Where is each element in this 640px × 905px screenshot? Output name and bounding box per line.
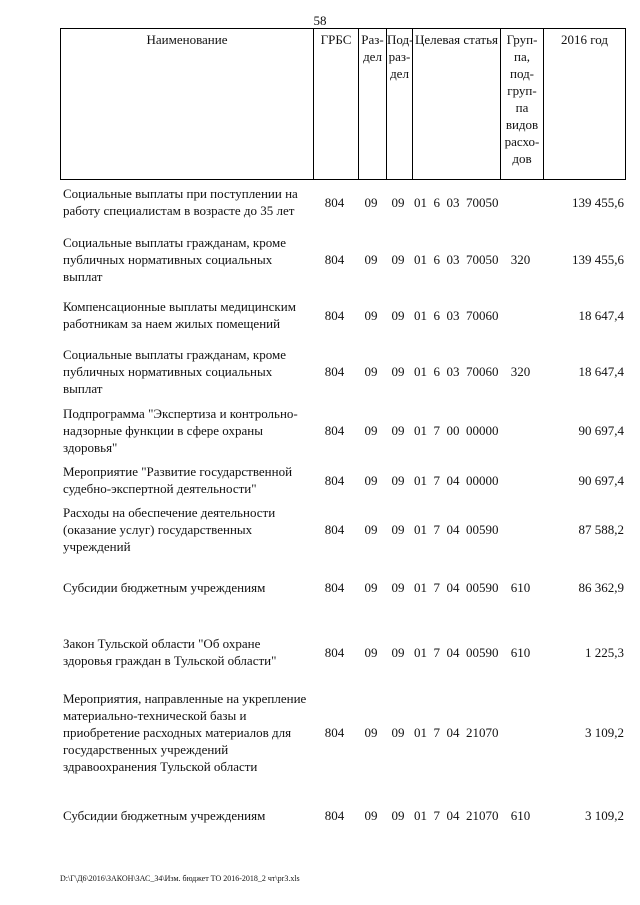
row-name: Закон Тульской области "Об охране здоровья граждан в Тульской области": [63, 636, 277, 668]
row-podrazdel: 09: [391, 725, 405, 740]
row-podrazdel: 09: [391, 644, 405, 660]
table-row: [60, 635, 626, 669]
row-razdel: 09: [364, 644, 378, 660]
row-grbs: 804: [324, 807, 345, 823]
row-sum: 90 697,4: [578, 423, 624, 438]
row-podrazdel: 09: [391, 423, 405, 438]
row-grbs: 804: [324, 644, 345, 660]
row-celevaya: 01 6 03 70060: [414, 364, 499, 379]
row-vid: 610: [510, 579, 531, 595]
row-vid: 610: [510, 644, 531, 660]
row-name: Субсидии бюджетным учреждениям: [63, 579, 266, 595]
row-sum: 139 455,6: [572, 252, 624, 267]
row-sum: 87 588,2: [578, 522, 624, 537]
row-razdel: 09: [364, 252, 378, 267]
row-celevaya: 01 7 04 21070: [414, 725, 499, 740]
page-number: 58: [313, 13, 327, 28]
file-path-footer: D:\Г\Д6\2016\ЗАКОН\ЗАС_34\Изм. бюджет ТО 2016-2018_2 чт\pr3.xls: [60, 874, 300, 883]
row-grbs: 804: [324, 423, 345, 438]
table-row: [60, 504, 626, 555]
header-podrazdel: Под- раз- дел: [386, 29, 412, 179]
row-vid: 320: [510, 252, 531, 267]
row-grbs: 804: [324, 307, 345, 323]
row-celevaya: 01 7 04 21070: [414, 807, 499, 823]
row-sum: 3 109,2: [585, 807, 624, 823]
row-podrazdel: 09: [391, 307, 405, 323]
row-sum: 18 647,4: [578, 364, 624, 379]
row-razdel: 09: [364, 423, 378, 438]
row-grbs: 804: [324, 522, 345, 537]
row-grbs: 804: [324, 472, 345, 488]
row-razdel: 09: [364, 194, 378, 210]
row-vid: 320: [510, 364, 531, 379]
row-podrazdel: 09: [391, 364, 405, 379]
row-celevaya: 01 7 04 00590: [414, 579, 499, 595]
row-razdel: 09: [364, 725, 378, 740]
row-razdel: 09: [364, 522, 378, 537]
header-razdel: Раз- дел: [358, 29, 386, 179]
row-podrazdel: 09: [391, 522, 405, 537]
row-name: Расходы на обеспечение деятельности (оказание услуг) государственных учреждений: [63, 505, 276, 554]
header-celevaya: Целевая статья: [412, 29, 500, 179]
row-sum: 1 225,3: [585, 644, 624, 660]
row-celevaya: 01 7 04 00590: [414, 644, 499, 660]
row-sum: 139 455,6: [572, 194, 624, 210]
table-row: [60, 234, 626, 285]
row-razdel: 09: [364, 807, 378, 823]
row-sum: 18 647,4: [578, 307, 624, 323]
table-row: [60, 463, 626, 497]
row-grbs: 804: [324, 252, 345, 267]
table-header: [60, 28, 626, 180]
table-row: [60, 806, 626, 824]
row-sum: 86 362,9: [578, 579, 624, 595]
table-row: [60, 346, 626, 397]
table-row: [60, 578, 626, 596]
row-celevaya: 01 7 00 00000: [414, 423, 499, 438]
row-celevaya: 01 6 03 70050: [414, 194, 499, 210]
row-razdel: 09: [364, 579, 378, 595]
header-year: 2016 год: [543, 29, 625, 179]
table-row: [60, 185, 626, 219]
row-razdel: 09: [364, 307, 378, 323]
row-name: Социальные выплаты при поступлении на работу специалистам в возрасте до 35 лет: [63, 186, 298, 218]
header-name: Наименование: [146, 32, 228, 47]
row-podrazdel: 09: [391, 472, 405, 488]
row-grbs: 804: [324, 725, 345, 740]
row-podrazdel: 09: [391, 807, 405, 823]
header-grbs: ГРБС: [313, 29, 358, 179]
row-razdel: 09: [364, 364, 378, 379]
row-grbs: 804: [324, 194, 345, 210]
row-grbs: 804: [324, 579, 345, 595]
table-row: [60, 690, 626, 775]
row-podrazdel: 09: [391, 194, 405, 210]
row-podrazdel: 09: [391, 579, 405, 595]
row-celevaya: 01 7 04 00590: [414, 522, 499, 537]
row-vid: 610: [510, 807, 531, 823]
row-celevaya: 01 7 04 00000: [414, 472, 499, 488]
row-name: Подпрограмма "Экспертиза и контрольно-надзорные функции в сфере охраны здоровья": [63, 406, 298, 455]
header-vid: Груп- па, под- груп- па видов расхо- дов: [500, 29, 543, 179]
row-name: Социальные выплаты гражданам, кроме публичных нормативных социальных выплат: [63, 235, 286, 284]
row-sum: 3 109,2: [585, 725, 624, 740]
row-name: Мероприятие "Развитие государственной судебно-экспертной деятельности": [63, 464, 293, 496]
row-celevaya: 01 6 03 70060: [414, 307, 499, 323]
row-celevaya: 01 6 03 70050: [414, 252, 499, 267]
row-name: Социальные выплаты гражданам, кроме публичных нормативных социальных выплат: [63, 347, 286, 396]
row-grbs: 804: [324, 364, 345, 379]
row-name: Мероприятия, направленные на укрепление материально-технической базы и приобретение расходных материалов для государственных учреждений здравоохранения Тульской области: [63, 691, 307, 774]
row-name: Компенсационные выплаты медицинским работникам за наем жилых помещений: [63, 299, 296, 331]
row-name: Субсидии бюджетным учреждениям: [63, 807, 266, 823]
row-sum: 90 697,4: [578, 472, 624, 488]
row-razdel: 09: [364, 472, 378, 488]
table-row: [60, 405, 626, 456]
table-row: [60, 298, 626, 332]
row-podrazdel: 09: [391, 252, 405, 267]
